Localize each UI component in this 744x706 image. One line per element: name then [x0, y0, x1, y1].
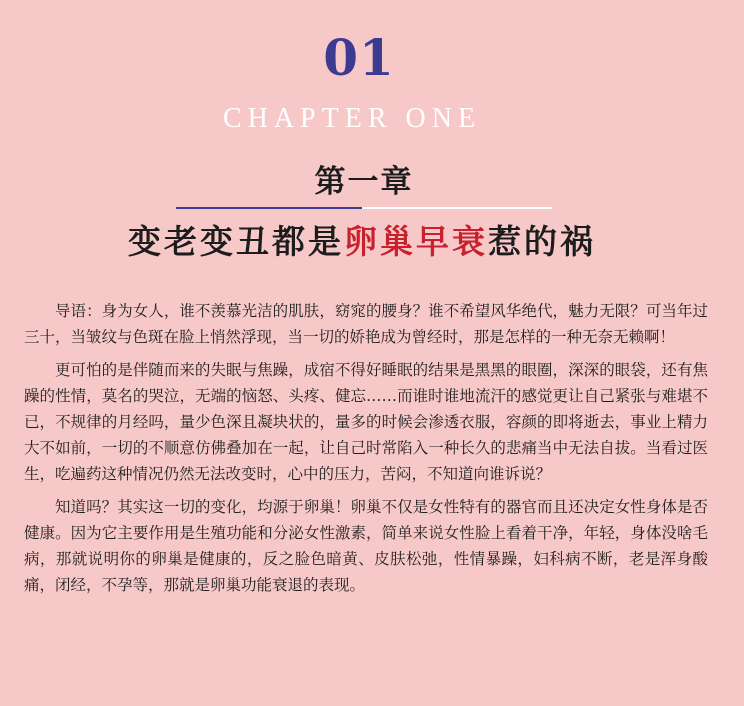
subtitle-part-1: 变老变丑都是	[128, 222, 344, 261]
chapter-chinese-title: 第一章	[314, 164, 414, 200]
chapter-english-title: CHAPTER ONE	[222, 103, 482, 134]
paragraph-symptoms: 更可怕的是伴随而来的失眠与焦躁，成宿不得好睡眠的结果是黑黑的眼圈，深深的眼袋，还有焦躁的性情，莫名的哭泣，无端的恼怒、头疼、健忘……而谁时谁地流汗的感觉更让自己紧张与难堪不已，不规律的月经吗，量少色深且凝块状的，量多的时候会渗透衣服，容颜的即将逝去，事业上精力大不如前，一切的不顺意仿佛叠加在一起，让自己时常陷入一种长久的悲痛当中无法自拔。当看过医生，吃遍药这种情况仍然无法改变时，心中的压力，苦闷，不知道向谁诉说？	[24, 361, 708, 483]
body-text	[24, 298, 708, 605]
chapter-number: 01	[323, 28, 395, 87]
title-divider-light	[362, 207, 552, 209]
paragraph-intro: 导语：身为女人，谁不羡慕光洁的肌肤，窈窕的腰身？谁不希望风华绝代，魅力无限？可当年过三十，当皱纹与色斑在脸上悄然浮现，当一切的娇艳成为曾经时，那是怎样的一种无奈无赖啊！	[24, 302, 708, 346]
chapter-subtitle	[0, 216, 724, 263]
subtitle-part-2: 惹的祸	[488, 222, 596, 261]
title-divider-dark	[176, 207, 362, 209]
subtitle-highlight: 卵巢早衰	[344, 222, 488, 261]
paragraph-ovary: 知道吗？其实这一切的变化，均源于卵巢！卵巢不仅是女性特有的器官而且还决定女性身体是否健康。因为它主要作用是生殖功能和分泌女性激素，简单来说女性脸上看着干净，年轻，身体没啥毛病，那就说明你的卵巢是健康的，反之脸色暗黄、皮肤松弛，性情暴躁，妇科病不断，老是浑身酸痛，闭经，不孕等，那就是卵巢功能衰退的表现。	[24, 498, 708, 594]
